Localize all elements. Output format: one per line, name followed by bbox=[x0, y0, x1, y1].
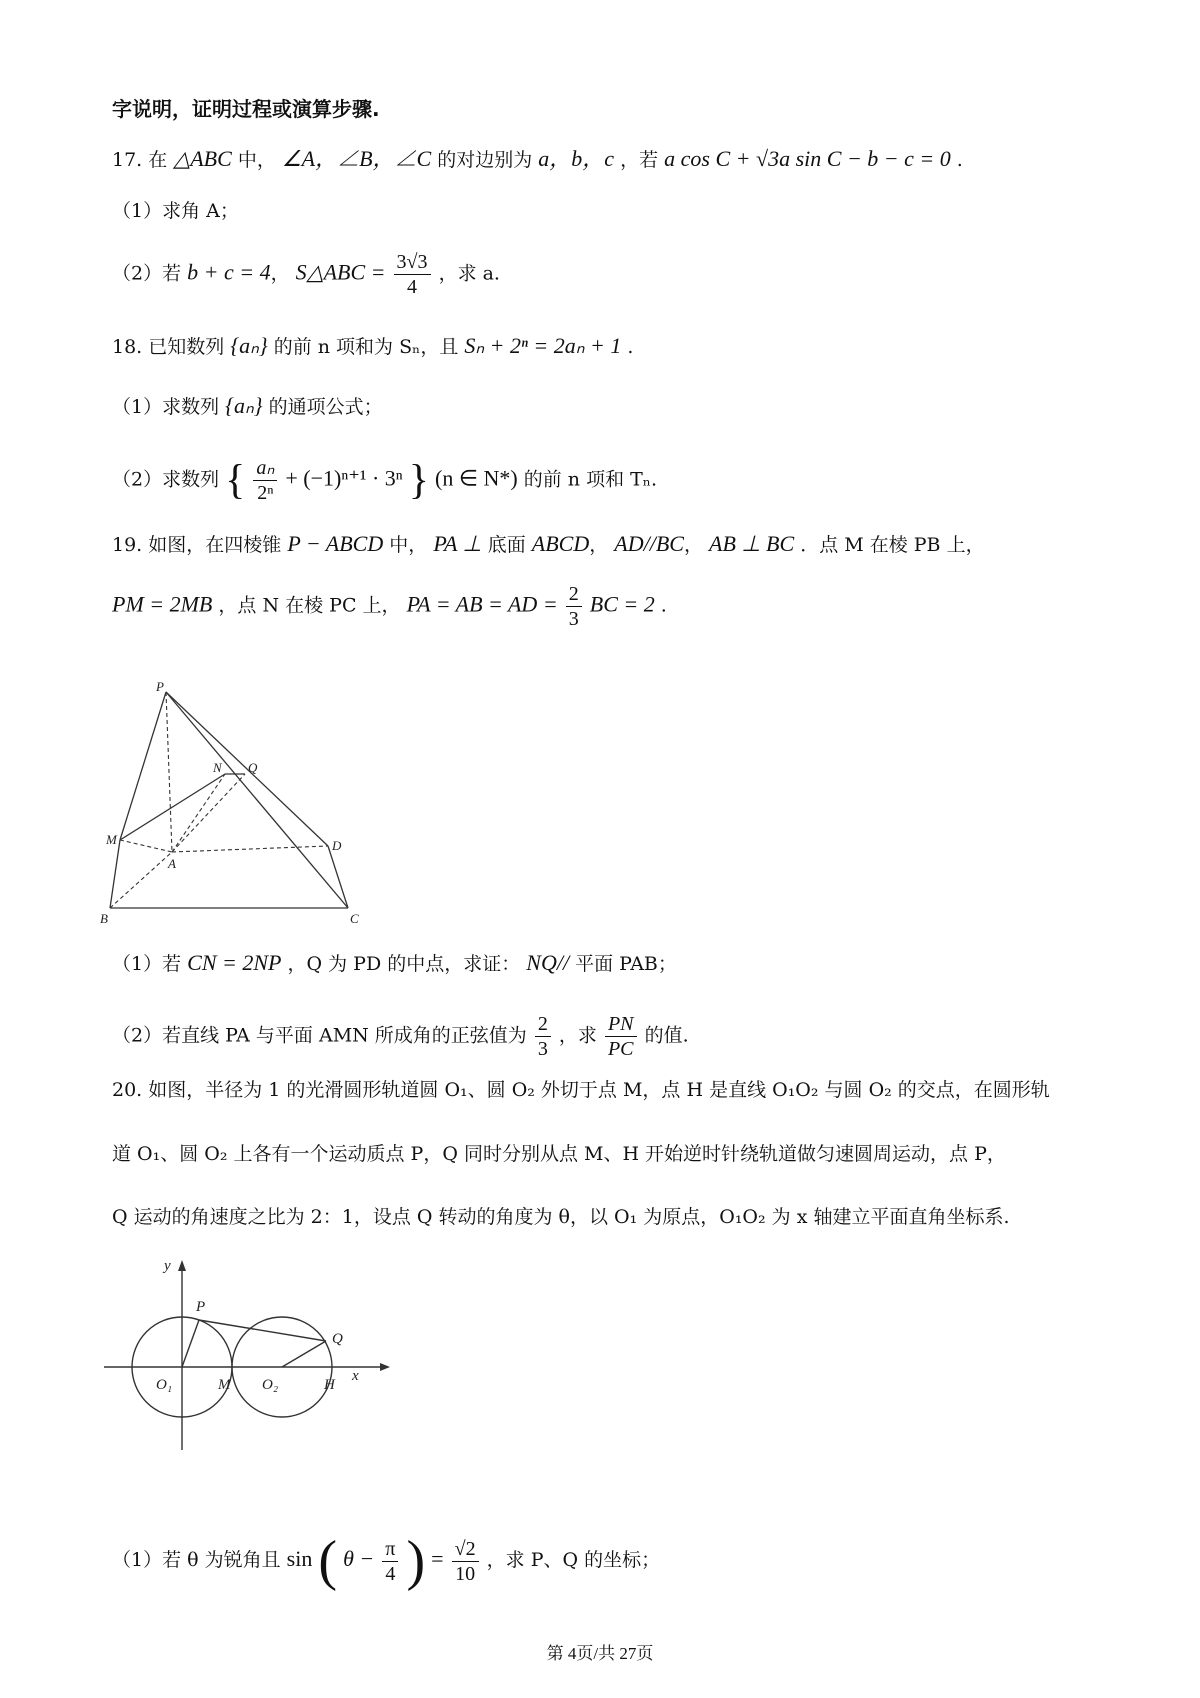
q19-p1-suffix: 平面 PAB； bbox=[575, 953, 677, 975]
q20-statement-line2: 道 O₁、圆 O₂ 上各有一个运动质点 P，Q 同时分别从点 M、H 开始逆时针绕轨道做匀速圆周运动，点 P， bbox=[112, 1143, 1006, 1165]
q20-statement-line1: 20. 如图，半径为 1 的光滑圆形轨道圆 O₁、圆 O₂ 外切于点 M，点 H 是直线 O₁O₂ 与圆 O₂ 的交点，在圆形轨 bbox=[112, 1079, 1050, 1101]
q18-statement bbox=[112, 333, 633, 360]
q20-p1-suffix: ，求 P、Q 的坐标； bbox=[486, 1549, 661, 1571]
q19-lengths: PA = AB = AD = bbox=[406, 591, 558, 617]
q17-text1: 中， bbox=[237, 149, 276, 171]
q17-end: . bbox=[956, 149, 963, 171]
label-A: A bbox=[168, 856, 176, 871]
q19-p2-ratio-num: PN bbox=[605, 1012, 637, 1037]
q19-end: . bbox=[660, 594, 667, 617]
q20-part1 bbox=[112, 1530, 661, 1592]
q20-p1-sin: sin bbox=[286, 1546, 313, 1571]
instruction-text: 字说明，证明过程或演算步骤. bbox=[112, 97, 380, 121]
q17-p2-prefix: （2）若 bbox=[112, 262, 182, 285]
q19-p2-mid: ，求 bbox=[558, 1024, 597, 1047]
q20-p1-inner: θ − bbox=[343, 1546, 375, 1571]
label-x: x bbox=[352, 1368, 359, 1384]
q17-p2-area: S△ABC = bbox=[295, 259, 386, 285]
edge-ba-hidden bbox=[110, 852, 172, 908]
q19-bc: BC = 2 bbox=[589, 591, 655, 617]
q20-value-den: 10 bbox=[455, 1562, 476, 1585]
q19-text2: 底面 bbox=[487, 534, 526, 556]
q19-p1-condition: CN = 2NP bbox=[187, 950, 282, 975]
q17-sides: a，b，c bbox=[538, 146, 615, 171]
q17-intro: 17. 在 bbox=[112, 149, 168, 171]
edge-an-hidden bbox=[172, 774, 225, 852]
q18-p2-suffix: 的前 n 项和 Tₙ. bbox=[523, 468, 658, 491]
q17-triangle: △ABC bbox=[173, 146, 232, 171]
q18-p2-frac-num: aₙ bbox=[253, 456, 277, 481]
q19-p2-ratio bbox=[605, 1012, 637, 1061]
q18-p2-rest: + (−1)ⁿ⁺¹ · 3ⁿ bbox=[285, 465, 403, 491]
q19-text3: ．点 M 在棱 PB 上， bbox=[800, 534, 985, 556]
q18-p1-suffix: 的通项公式； bbox=[268, 396, 383, 418]
q17-part2: （2）若 b + c = 4， S△ABC = $\frac{3√3}{4}$ ，求 a. bbox=[112, 251, 500, 298]
q19-text1: 中， bbox=[389, 534, 428, 556]
q19-p1-prefix: （1）若 bbox=[112, 953, 182, 975]
segment-o1p bbox=[182, 1320, 199, 1367]
y-axis-arrow bbox=[178, 1260, 186, 1271]
q20-statement-line3: Q 运动的角速度之比为 2：1，设点 Q 转动的角度为 θ，以 O₁ 为原点，O₁O₂ 为 x 轴建立平面直角坐标系. bbox=[112, 1206, 1010, 1228]
edge-cd bbox=[328, 846, 348, 908]
q18-part1 bbox=[112, 393, 383, 420]
edge-aq-hidden bbox=[172, 774, 245, 852]
q19-p1-goal: NQ// bbox=[526, 950, 570, 975]
q18-right-brace: } bbox=[408, 457, 429, 504]
edge-mn bbox=[120, 774, 225, 840]
q18-text1: 的前 n 项和为 Sₙ，且 bbox=[273, 336, 459, 358]
pyramid-figure bbox=[100, 680, 400, 925]
q18-intro: 18. 已知数列 bbox=[112, 336, 225, 358]
q20-left-paren: ( bbox=[318, 1530, 338, 1592]
x-axis-arrow bbox=[380, 1363, 390, 1371]
q19-p2-ratio-den: PC bbox=[607, 1038, 634, 1060]
label-P2: P bbox=[196, 1299, 206, 1315]
q17-text3: ，若 bbox=[620, 149, 659, 171]
q20-pi-fraction bbox=[382, 1537, 398, 1586]
q19-p2-den: 3 bbox=[537, 1038, 548, 1060]
q20-p1-prefix: （1）若 θ 为锐角且 bbox=[112, 1549, 281, 1571]
q18-p2-fraction bbox=[253, 456, 277, 505]
circles-figure bbox=[104, 1255, 394, 1455]
q17-p2-frac-num: 3√3 bbox=[394, 250, 431, 275]
label-D: D bbox=[332, 838, 342, 853]
q17-p2-condition: b + c = 4 bbox=[187, 259, 271, 285]
q19-cond1b: ABCD bbox=[531, 531, 590, 556]
q19-intro: 19. 如图，在四棱锥 bbox=[112, 534, 282, 556]
q20-p1-equals: = bbox=[431, 1546, 444, 1571]
q17-equation: a cos C + √3a sin C − b − c = 0 bbox=[664, 146, 951, 171]
label-M: M bbox=[106, 832, 117, 847]
q18-p1-prefix: （1）求数列 bbox=[112, 396, 220, 418]
page-footer: 第 4页/共 27页 bbox=[546, 1644, 654, 1663]
edge-pb bbox=[120, 692, 166, 840]
q20-right-paren: ) bbox=[406, 1530, 426, 1592]
q18-sequence: {aₙ} bbox=[230, 333, 268, 358]
q17-p2-frac-den: 4 bbox=[407, 276, 418, 298]
q20-pi-den: 4 bbox=[385, 1562, 396, 1585]
segment-o2q bbox=[282, 1341, 326, 1367]
q20-value-fraction bbox=[452, 1537, 479, 1586]
edge-ma-hidden bbox=[120, 840, 172, 852]
q18-left-brace: { bbox=[225, 457, 246, 504]
label-P: P bbox=[156, 680, 164, 694]
q19-part2 bbox=[112, 1012, 689, 1061]
q18-p2-frac-den: 2ⁿ bbox=[257, 482, 274, 504]
q19-pyramid: P − ABCD bbox=[287, 531, 384, 556]
label-O1: O₁ bbox=[156, 1377, 173, 1393]
q18-p2-condition: (n ∈ N*) bbox=[435, 465, 518, 491]
q19-p1-mid: ，Q 为 PD 的中点，求证： bbox=[287, 953, 521, 975]
edge-ad-hidden bbox=[172, 846, 328, 852]
label-Q2: Q bbox=[332, 1331, 343, 1347]
label-y: y bbox=[164, 1258, 171, 1274]
q19-cond1: PA ⊥ bbox=[433, 531, 482, 556]
q17-p2-fraction bbox=[394, 250, 431, 299]
q17-statement bbox=[112, 146, 963, 173]
q18-p2-prefix: （2）求数列 bbox=[112, 468, 220, 491]
label-O2: O₂ bbox=[262, 1377, 279, 1393]
q19-cond3: AB ⊥ BC bbox=[709, 531, 795, 556]
q19-fraction bbox=[566, 582, 582, 631]
q17-p2-suffix: ，求 a. bbox=[438, 262, 500, 285]
q18-equation: Sₙ + 2ⁿ = 2aₙ + 1 bbox=[464, 333, 622, 358]
edge-pd bbox=[166, 692, 328, 846]
q19-frac-den: 3 bbox=[568, 608, 579, 630]
label-H: H bbox=[324, 1377, 335, 1393]
label-M2: M bbox=[218, 1377, 231, 1393]
q19-p2-fraction bbox=[535, 1012, 551, 1061]
q19-p2-suffix: 的值. bbox=[644, 1024, 689, 1047]
q19-pm: PM = 2MB bbox=[112, 591, 213, 617]
q19-frac-num: 2 bbox=[566, 582, 582, 607]
edge-pa-hidden bbox=[166, 692, 172, 852]
label-B: B bbox=[100, 911, 108, 925]
q20-pi-num: π bbox=[382, 1537, 398, 1562]
q19-p2-num: 2 bbox=[535, 1012, 551, 1037]
q20-value-num: √2 bbox=[452, 1537, 479, 1562]
q18-p1-sequence: {aₙ} bbox=[225, 393, 263, 418]
q17-text2: 的对边别为 bbox=[437, 149, 533, 171]
q19-text4: ，点 N 在棱 PC 上， bbox=[218, 594, 401, 617]
label-Q: Q bbox=[248, 760, 258, 775]
q19-part1 bbox=[112, 950, 677, 977]
q17-part1: （1）求角 A； bbox=[112, 200, 239, 222]
q19-cond2: AD//BC bbox=[614, 531, 684, 556]
edge-mb bbox=[110, 840, 120, 908]
label-N: N bbox=[213, 760, 222, 775]
q19-statement-line2 bbox=[112, 582, 667, 631]
q17-angles: ∠A，∠B，∠C bbox=[281, 146, 432, 171]
q19-p2-prefix: （2）若直线 PA 与平面 AMN 所成角的正弦值为 bbox=[112, 1024, 527, 1047]
q19-statement-line1: 19. 如图，在四棱锥 P − ABCD 中， PA ⊥ 底面 ABCD， AD//BC， AB ⊥ BC ．点 M 在棱 PB 上， bbox=[112, 531, 985, 556]
q18-part2 bbox=[112, 456, 657, 505]
q18-end: . bbox=[627, 336, 634, 358]
label-C: C bbox=[350, 911, 359, 925]
edge-pc bbox=[166, 692, 348, 908]
